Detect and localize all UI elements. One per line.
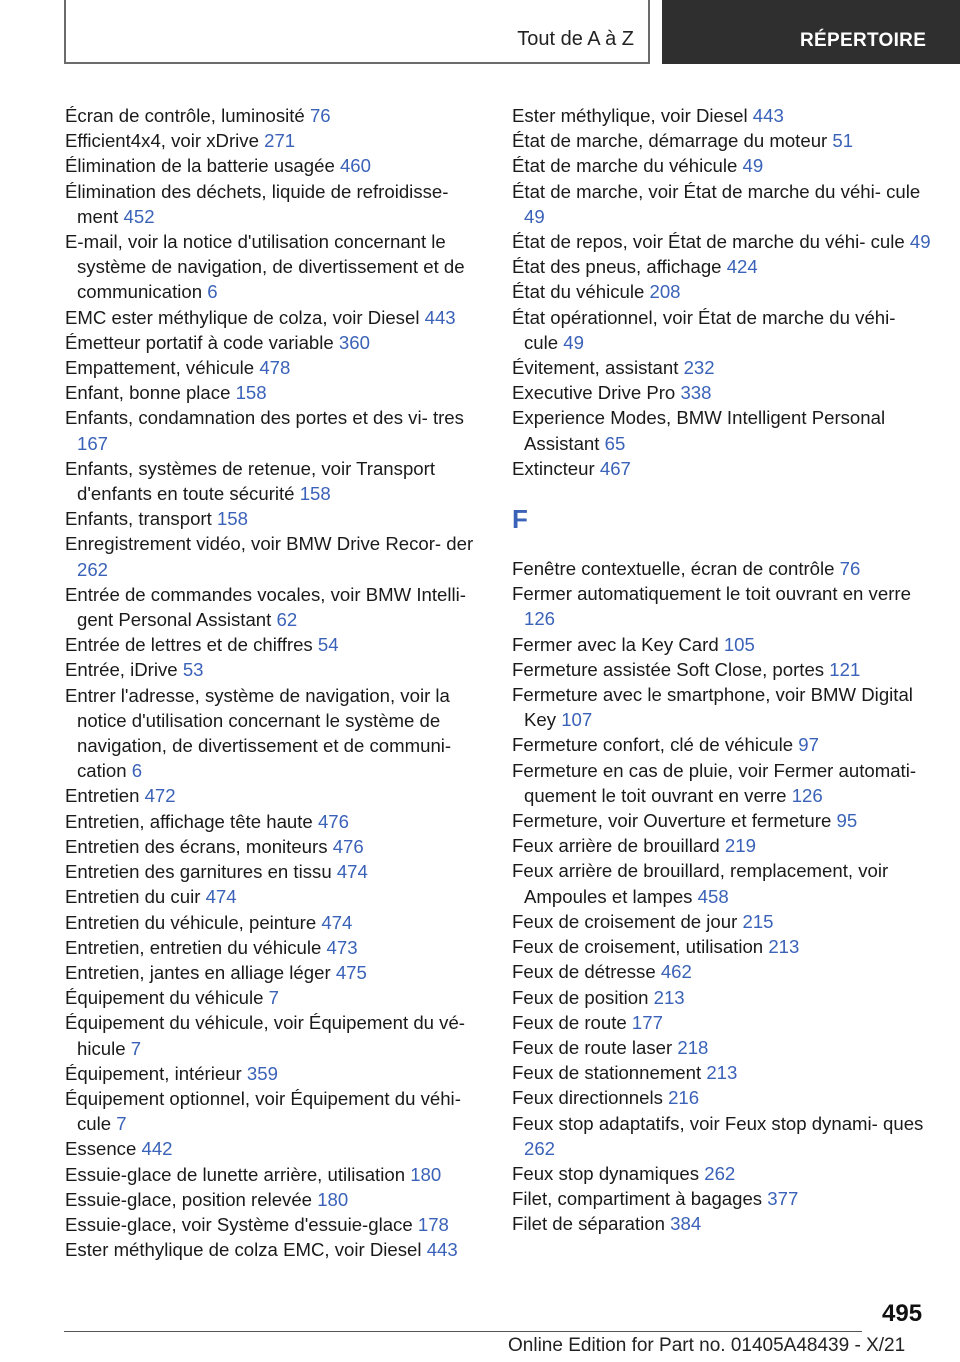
index-entry-text: Entretien des écrans, moniteurs xyxy=(65,835,328,857)
index-entry-page-link[interactable]: 360 xyxy=(338,331,370,353)
index-entry-text: Feux de détresse xyxy=(512,961,656,983)
index-entry xyxy=(512,1085,932,1110)
index-entry-page-link[interactable]: 218 xyxy=(677,1036,709,1058)
index-entry-text: Filet, compartiment à bagages xyxy=(512,1188,763,1210)
index-group-f xyxy=(512,556,932,1236)
index-entry xyxy=(65,1010,485,1060)
index-entry-page-link[interactable]: 158 xyxy=(235,382,267,404)
index-entry-page-link[interactable]: 180 xyxy=(317,1188,349,1210)
index-entry-page-link[interactable]: 178 xyxy=(417,1213,449,1235)
index-entry xyxy=(512,305,932,355)
index-entry xyxy=(65,859,485,884)
index-entry xyxy=(512,1035,932,1060)
index-entry-page-link[interactable]: 473 xyxy=(326,936,358,958)
index-entry-page-link[interactable]: 475 xyxy=(335,961,367,983)
index-entry-page-link[interactable]: 262 xyxy=(524,1137,556,1159)
index-entry-page-link[interactable]: 49 xyxy=(524,205,545,227)
index-entry xyxy=(512,1060,932,1085)
index-entry-page-link[interactable]: 213 xyxy=(768,936,800,958)
index-entry-page-link[interactable]: 53 xyxy=(182,659,204,681)
index-entry xyxy=(512,732,932,757)
index-entry-page-link[interactable]: 443 xyxy=(426,1239,458,1261)
index-entry-page-link[interactable]: 442 xyxy=(141,1138,173,1160)
index-entry xyxy=(512,254,932,279)
index-entry-text: Entrée de lettres et de chiffres xyxy=(65,634,313,656)
index-entry xyxy=(512,355,932,380)
index-entry-text: Feux de croisement, utilisation xyxy=(512,936,764,958)
index-entry-page-link[interactable]: 443 xyxy=(752,105,784,126)
index-entry xyxy=(512,682,932,732)
index-entry xyxy=(512,934,932,959)
index-entry xyxy=(65,506,485,531)
index-entry-text: Essence xyxy=(65,1138,137,1160)
index-entry xyxy=(512,1211,932,1236)
index-entry-page-link[interactable]: 62 xyxy=(276,609,298,631)
footer-edition-text: Online Edition for Part no. 01405A48439 - X/21 xyxy=(508,1335,906,1356)
index-column-right xyxy=(512,103,932,1237)
index-entry xyxy=(65,683,485,784)
index-entry-page-link[interactable]: 54 xyxy=(317,634,339,656)
index-entry-text: État des pneus, affichage xyxy=(512,256,722,278)
index-entry xyxy=(512,985,932,1010)
index-entry-page-link[interactable]: 359 xyxy=(246,1062,278,1084)
index-entry-text: Essuie-glace, position relevée xyxy=(65,1188,313,1210)
index-entry-page-link[interactable]: 7 xyxy=(268,987,279,1009)
index-entry xyxy=(65,783,485,808)
index-entry xyxy=(512,128,932,153)
index-column-left xyxy=(65,103,485,1262)
index-entry-page-link[interactable]: 216 xyxy=(668,1087,700,1109)
index-entry xyxy=(65,632,485,657)
index-entry-text: Experience Modes, BMW Intelligent Personal Assistant xyxy=(512,407,886,454)
index-entry-text: Executive Drive Pro xyxy=(512,382,676,404)
index-entry-text: Équipement du véhicule, voir Équipement du vé‐ hicule xyxy=(65,1012,466,1059)
index-entry xyxy=(65,1136,485,1161)
index-entry-page-link[interactable]: 126 xyxy=(524,608,556,630)
index-entry-page-link[interactable]: 158 xyxy=(216,508,248,530)
index-entry xyxy=(512,556,932,581)
index-entry-page-link[interactable]: 105 xyxy=(723,633,755,655)
index-entry-page-link[interactable]: 476 xyxy=(332,835,364,857)
section-tab xyxy=(64,0,650,64)
index-entry-text: Feux de route xyxy=(512,1011,627,1033)
section-tab-label: Tout de A à Z xyxy=(517,28,634,50)
index-entry-text: Évitement, assistant xyxy=(512,357,679,379)
index-entry-text: État de repos, voir État de marche du véhi‐ cule xyxy=(512,231,905,253)
index-entry-text: Fermer automatiquement le toit ouvrant en verre xyxy=(512,583,911,605)
chapter-tab xyxy=(662,0,960,64)
index-entry-page-link[interactable]: 424 xyxy=(726,256,758,278)
chapter-tab-label: RÉPERTOIRE xyxy=(800,30,927,51)
index-entry-page-link[interactable]: 126 xyxy=(791,784,823,806)
index-entry-text: Fermer avec la Key Card xyxy=(512,633,719,655)
index-entry-text: Fermeture avec le smartphone, voir BMW Digital Key xyxy=(512,684,913,731)
index-entry-text: Entretien, entretien du véhicule xyxy=(65,936,322,958)
index-entry xyxy=(512,380,932,405)
index-entry-text: Enfant, bonne place xyxy=(65,382,231,404)
index-entry-text: Feux arrière de brouillard, remplacement, voir Ampoules et lampes xyxy=(512,860,889,907)
index-entry xyxy=(512,1010,932,1035)
index-entry-text: Entretien, affichage tête haute xyxy=(65,810,313,832)
index-entry-page-link[interactable]: 215 xyxy=(742,910,774,932)
index-entry-page-link[interactable]: 443 xyxy=(424,306,456,328)
page-number: 495 xyxy=(882,1300,923,1327)
index-letter-heading: F xyxy=(512,504,528,535)
index-entry xyxy=(512,153,932,178)
index-entry-page-link[interactable]: 121 xyxy=(829,658,861,680)
index-entry-page-link[interactable]: 384 xyxy=(670,1213,702,1235)
index-entry xyxy=(65,1237,485,1262)
index-entry-text: Équipement du véhicule xyxy=(65,987,264,1009)
index-entry-text: Essuie-glace, voir Système d'essuie-glace xyxy=(65,1213,413,1235)
index-entry xyxy=(65,128,485,153)
index-entry-text: Enfants, transport xyxy=(65,508,212,530)
index-entry-page-link[interactable]: 65 xyxy=(604,432,626,454)
index-entry xyxy=(512,456,932,481)
index-entry-page-link[interactable]: 474 xyxy=(205,886,237,908)
index-entry xyxy=(65,884,485,909)
index-entry-text: Entrer l'adresse, système de navigation, voir la notice d'utilisation concernant le système de navigation, de divertissement et de communi‐ cation xyxy=(65,684,452,782)
index-entry xyxy=(512,1111,932,1161)
index-entry-page-link[interactable]: 167 xyxy=(77,432,109,454)
index-entry xyxy=(512,279,932,304)
index-entry-page-link[interactable]: 7 xyxy=(116,1113,127,1135)
index-entry-text: État de marche du véhicule xyxy=(512,155,738,177)
index-entry xyxy=(65,960,485,985)
index-entry xyxy=(65,935,485,960)
index-entry xyxy=(512,808,932,833)
index-entry-page-link[interactable]: 49 xyxy=(909,231,931,253)
index-entry-text: Élimination des déchets, liquide de refroidisse‐ ment xyxy=(65,180,449,227)
index-entry-page-link[interactable]: 262 xyxy=(704,1162,736,1184)
index-entry-text: Entretien xyxy=(65,785,140,807)
index-entry-text: Équipement optionnel, voir Équipement du véhi‐ cule xyxy=(65,1087,461,1135)
index-entry-text: Fermeture en cas de pluie, voir Fermer automati‐ quement le toit ouvrant en verre xyxy=(512,759,917,806)
index-entry-text: Entrée de commandes vocales, voir BMW Intelli‐ gent Personal Assistant xyxy=(65,583,466,631)
index-entry-text: Feux stop dynamiques xyxy=(512,1162,700,1184)
index-entry-text: Feux arrière de brouillard xyxy=(512,835,720,857)
index-entry-text: Émetteur portatif à code variable xyxy=(65,331,334,353)
index-entry-text: Entrée, iDrive xyxy=(65,659,178,681)
index-entry xyxy=(65,305,485,330)
index-entry-page-link[interactable]: 476 xyxy=(317,810,349,832)
index-entry-text: Efficient4x4, voir xDrive xyxy=(65,130,259,152)
index-entry-text: Essuie-glace de lunette arrière, utilisation xyxy=(65,1163,406,1185)
index-entry xyxy=(65,330,485,355)
index-entry-page-link[interactable]: 460 xyxy=(339,155,371,177)
index-entry-text: EMC ester méthylique de colza, voir Diesel xyxy=(65,306,420,328)
index-entry xyxy=(65,380,485,405)
index-entry-text: E-mail, voir la notice d'utilisation concernant le système de navigation, de divertissement et de communication xyxy=(65,231,465,303)
index-entry-page-link[interactable]: 76 xyxy=(839,558,861,580)
index-entry-page-link[interactable]: 177 xyxy=(631,1011,663,1033)
index-entry-text: Entretien, jantes en alliage léger xyxy=(65,961,331,983)
index-entry-text: Enfants, condamnation des portes et des vi‐ tres xyxy=(65,407,464,429)
index-entry xyxy=(65,1061,485,1086)
index-entry-text: Feux de route laser xyxy=(512,1036,673,1058)
index-entry xyxy=(65,582,485,632)
index-entry-text: État du véhicule xyxy=(512,281,645,303)
index-entry-page-link[interactable]: 49 xyxy=(563,331,584,353)
index-entry-text: Enregistrement vidéo, voir BMW Drive Recor‐ der xyxy=(65,533,474,555)
index-entry-text: État opérationnel, voir État de marche du véhi‐ cule xyxy=(512,306,896,353)
index-entry-page-link[interactable]: 6 xyxy=(207,281,218,303)
index-entry xyxy=(512,1186,932,1211)
index-entry-text: Écran de contrôle, luminosité xyxy=(65,105,305,126)
index-entry-text: Ester méthylique, voir Diesel xyxy=(512,105,748,126)
index-entry xyxy=(65,405,485,455)
index-entry xyxy=(65,1212,485,1237)
index-entry-text: Feux de croisement de jour xyxy=(512,910,738,932)
index-entry-text: État de marche, démarrage du moteur xyxy=(512,130,828,152)
index-entry-page-link[interactable]: 377 xyxy=(767,1188,799,1210)
index-entry xyxy=(65,1162,485,1187)
index-entry-text: Feux directionnels xyxy=(512,1087,663,1109)
index-entry-text: Élimination de la batterie usagée xyxy=(65,155,335,177)
index-entry-page-link[interactable]: 6 xyxy=(131,760,143,782)
index-entry-page-link[interactable]: 452 xyxy=(123,205,155,227)
index-entry-text: Ester méthylique de colza EMC, voir Diesel xyxy=(65,1239,422,1261)
index-entry xyxy=(65,229,485,305)
index-entry-page-link[interactable]: 262 xyxy=(77,558,109,580)
index-entry xyxy=(65,153,485,178)
index-entry xyxy=(512,758,932,808)
index-entry-text: Enfants, systèmes de retenue, voir Transport d'enfants en toute sécurité xyxy=(65,457,435,505)
index-entry-page-link[interactable]: 213 xyxy=(706,1062,738,1084)
index-entry xyxy=(512,229,932,254)
index-entry-page-link[interactable]: 271 xyxy=(264,130,296,152)
footer-divider xyxy=(64,1331,862,1332)
index-entry-page-link[interactable]: 232 xyxy=(683,357,715,379)
index-entry-text: Extincteur xyxy=(512,457,595,479)
index-entry-text: Feux stop adaptatifs, voir Feux stop dynami‐ ques xyxy=(512,1112,924,1134)
index-entry xyxy=(65,1187,485,1212)
index-entry-text: Fermeture assistée Soft Close, portes xyxy=(512,658,825,680)
index-entry xyxy=(512,858,932,908)
index-entry-page-link[interactable]: 338 xyxy=(680,382,712,404)
index-entry-page-link[interactable]: 467 xyxy=(599,457,631,479)
index-entry-text: Filet de séparation xyxy=(512,1213,665,1235)
index-entry-text: Empattement, véhicule xyxy=(65,357,255,379)
index-entry xyxy=(65,103,485,128)
index-entry-text: Entretien du véhicule, peinture xyxy=(65,911,317,933)
index-entry xyxy=(65,1086,485,1136)
index-entry-text: Feux de position xyxy=(512,986,649,1008)
index-entry-page-link[interactable]: 158 xyxy=(299,483,331,505)
index-entry-page-link[interactable]: 462 xyxy=(660,961,692,983)
index-entry-page-link[interactable]: 472 xyxy=(144,785,176,807)
index-entry xyxy=(65,531,485,581)
index-entry xyxy=(512,581,932,631)
index-entry-text: Entretien du cuir xyxy=(65,886,201,908)
index-entry xyxy=(512,632,932,657)
index-entry-page-link[interactable]: 7 xyxy=(130,1037,142,1059)
index-entry-page-link[interactable]: 107 xyxy=(561,709,593,731)
index-entry xyxy=(65,355,485,380)
index-entry xyxy=(512,1161,932,1186)
index-entry-text: Fenêtre contextuelle, écran de contrôle xyxy=(512,558,835,580)
index-entry-page-link[interactable]: 478 xyxy=(259,357,291,379)
index-entry-text: Entretien des garnitures en tissu xyxy=(65,861,332,883)
index-entry-page-link[interactable]: 180 xyxy=(410,1163,442,1185)
index-entry-text: Équipement, intérieur xyxy=(65,1062,242,1084)
index-entry-page-link[interactable]: 219 xyxy=(724,835,756,857)
index-entry-page-link[interactable]: 474 xyxy=(336,861,368,883)
index-entry xyxy=(65,456,485,506)
index-entry xyxy=(512,909,932,934)
index-entry xyxy=(65,985,485,1010)
index-entry-page-link[interactable]: 51 xyxy=(832,130,854,152)
index-entry-page-link[interactable]: 95 xyxy=(836,810,858,832)
index-entry-text: Fermeture, voir Ouverture et fermeture xyxy=(512,810,832,832)
index-entry-page-link[interactable]: 208 xyxy=(649,281,681,303)
index-entry-page-link[interactable]: 458 xyxy=(697,885,729,907)
index-entry xyxy=(512,103,932,128)
index-entry xyxy=(65,834,485,859)
index-entry xyxy=(512,959,932,984)
index-entry xyxy=(65,910,485,935)
index-entry-page-link[interactable]: 213 xyxy=(653,986,685,1008)
index-entry xyxy=(65,657,485,682)
index-entry xyxy=(65,179,485,229)
index-entry xyxy=(512,405,932,455)
index-entry-text: Fermeture confort, clé de véhicule xyxy=(512,734,794,756)
index-entry xyxy=(512,833,932,858)
index-entry-text: État de marche, voir État de marche du véhi‐ cule xyxy=(512,180,921,202)
index-entry-page-link[interactable]: 97 xyxy=(798,734,819,756)
index-entry xyxy=(65,809,485,834)
index-entry xyxy=(512,179,932,229)
index-entry-page-link[interactable]: 76 xyxy=(309,105,331,126)
index-group-e-continued xyxy=(512,103,932,481)
index-entry-page-link[interactable]: 49 xyxy=(742,155,764,177)
index-entry-text: Feux de stationnement xyxy=(512,1062,702,1084)
index-entry xyxy=(512,657,932,682)
index-entry-page-link[interactable]: 474 xyxy=(321,911,353,933)
